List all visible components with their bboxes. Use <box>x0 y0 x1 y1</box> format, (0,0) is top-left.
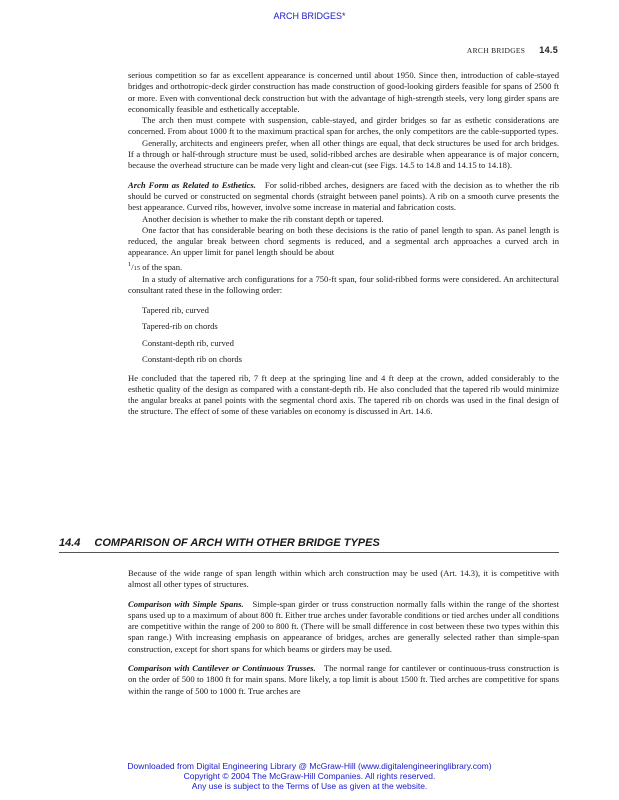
section-heading <box>59 537 559 553</box>
running-head <box>467 45 558 55</box>
paragraph: Another decision is whether to make the rib constant depth or tapered. <box>142 213 384 224</box>
paragraph: One factor that has considerable bearing on both these decisions is the ratio of panel length to span. As panel length is reduced, the angular break between chord segments is reduced, and a segmental arch approaches a curved arch in appearance. An upper limit for panel length should be about $^1$/15 of the span. <box>128 224 559 272</box>
footer-download-link[interactable]: Downloaded from Digital Engineering Library @ McGraw-Hill (www.digitalengineeringlibrary.com) <box>127 761 492 771</box>
esthetics-heading: Arch Form as Related to Esthetics. <box>128 179 256 190</box>
simple-spans-paragraph <box>128 599 559 655</box>
fraction-denominator: 15 <box>133 264 141 272</box>
paragraph: He concluded that the tapered rib, 7 ft deep at the springing line and 4 ft deep at the crown, added considerably to the esthetic quality of the design as compared with a constant-depth rib. He also concluded that the tapered rib would minimize the angular breaks at panel points with the segmental chord axis. The tapered rib on chords was used in the final design of the structure. The effect of some of these variables on economy is discussed in Art. 14.6. <box>128 372 559 417</box>
section-title: COMPARISON OF ARCH WITH OTHER BRIDGE TYPES <box>94 537 380 549</box>
cantilever-text: The normal range for cantilever or continuous-truss construction is on the order of 500 to 1800 ft for main spans. More likely, a top limit is about 1500 ft. Tied arches are competitive for spans within the range of 500 to 1000 ft. True arches are <box>128 663 559 696</box>
paragraph: In a study of alternative arch configurations for a 750-ft span, four solid-ribbed forms were considered. An architectural consultant rated these in the following order: <box>128 273 559 296</box>
cantilever-heading: Comparison with Cantilever or Continuous Trusses. <box>128 663 316 674</box>
page-number: 14.5 <box>539 45 558 55</box>
upper-text-block <box>128 70 559 418</box>
paragraph: Because of the wide range of span length within which arch construction may be used (Art. 14.3), it is competitive with almost all other types of structures. <box>128 568 559 590</box>
panel-length-end: of the span. <box>140 261 183 272</box>
document-title: ARCH BRIDGES* <box>273 11 346 21</box>
paragraph: Generally, architects and engineers prefer, when all other things are equal, that deck structures be used for arch bridges. If a through or half-through structure must be used, solid-ribbed arches are desirable when appearance is of major concern, because the overhead structure can be made very light and clean-cut (see Figs. 14.5 to 14.8 and 14.15 to 14.18). <box>128 137 559 171</box>
simple-spans-text: Simple-span girder or truss construction normally falls within the range of the shortest spans used up to a maximum of about 800 ft. Either true arches under favorable conditions or tied arches under all conditions are competitive within the range of 200 to 800 ft. (There will be small difference in cost between these two types within this span range.) With increasing emphasis on appearance of bridges, arches are generally selected rather than simple-span construction, except for short spans for which beams or girders may be used. <box>128 598 560 654</box>
section-number: 14.4 <box>59 537 81 549</box>
cantilever-paragraph <box>128 663 559 697</box>
lower-text-block <box>128 568 559 697</box>
list-item: Tapered-rib on chords <box>142 321 218 331</box>
esthetics-text: For solid-ribbed arches, designers are faced with the decision as to whether the rib should be curved or constructed on segmental chords (straight between panel points). A rib on a smooth curve presents the best appearance. Curved ribs, however, involve some increase in material and fabrication costs. <box>128 179 559 213</box>
paragraph: serious competition so far as excellent appearance is concerned until about 1950. Since then, introduction of cable-stayed bridges and orthotropic-deck girder construction has made construction of good-looking girders feasible for spans of 2500 ft or more. Even with conventional deck construction but with the advantage of high-strength steels, very long girder spans are economically feasible and esthetically acceptable. <box>128 70 559 114</box>
paragraph: The arch then must compete with suspension, cable-stayed, and girder bridges so far as esthetic considerations are concerned. From about 1000 ft to the maximum practical span for arches, the only competitors are the cable-supported types. <box>128 115 559 137</box>
panel-length-text: One factor that has considerable bearing on both these decisions is the ratio of panel length to span. As panel length is reduced, the angular break between chord segments is reduced, and a segmental arch approaches a curved arch in appearance. An upper limit for panel length should be about <box>128 224 559 258</box>
footer <box>0 761 619 791</box>
footer-copyright: Copyright © 2004 The McGraw-Hill Companies. All rights reserved. <box>183 771 436 781</box>
arch-form-list <box>142 302 559 368</box>
list-item: Constant-depth rib, curved <box>142 337 234 348</box>
footer-terms: Any use is subject to the Terms of Use as given at the website. <box>191 781 428 791</box>
running-head-title: ARCH BRIDGES <box>466 46 526 55</box>
list-item: Tapered rib, curved <box>142 304 209 315</box>
fraction-numerator: 1 <box>128 260 132 268</box>
simple-spans-heading: Comparison with Simple Spans. <box>128 598 244 609</box>
esthetics-paragraph <box>128 180 559 214</box>
list-item: Constant-depth rib on chords <box>142 354 243 364</box>
